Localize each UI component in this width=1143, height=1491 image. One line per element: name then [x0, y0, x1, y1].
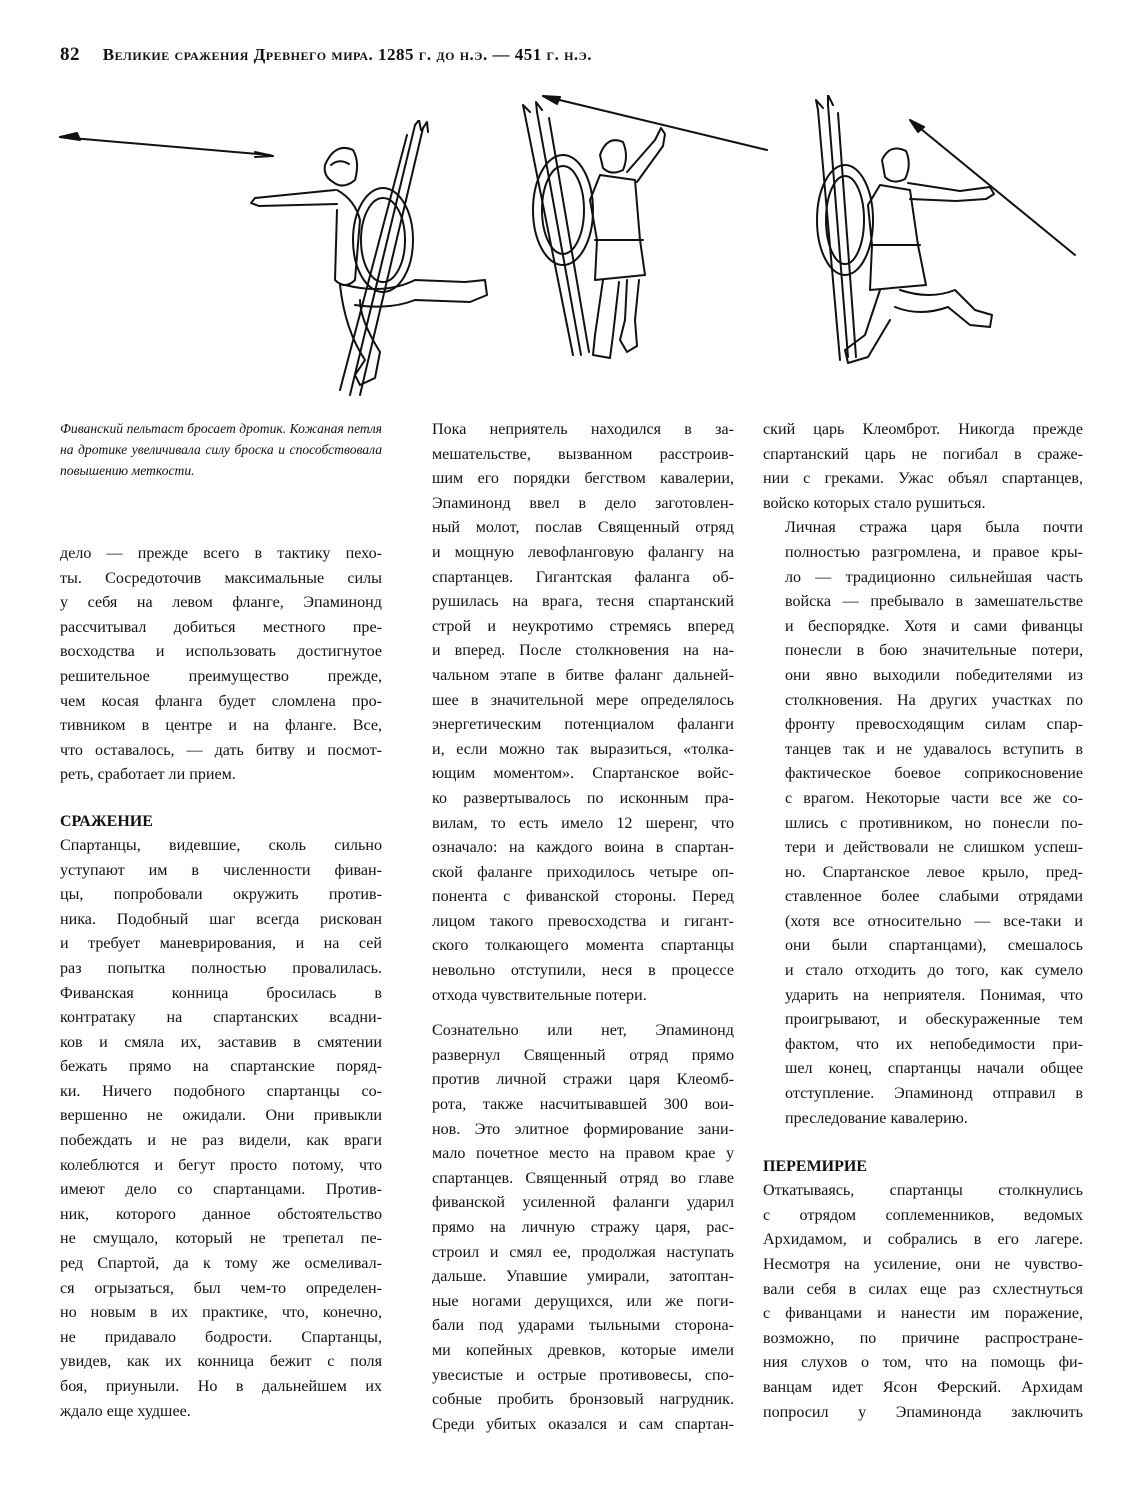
text-line: спартанцев. Священный отряд во главе [432, 1169, 734, 1187]
text-line: означало: на каждого воина в спартан- [432, 839, 734, 857]
text-line: невольно отступили, неся в процессе [432, 962, 734, 980]
text-line: Архидамом, и собрались в его лагере. [763, 1231, 1083, 1249]
text-line: ко развертывалось по исконным пра- [432, 789, 734, 807]
text-line: (хотя все относительно — все-таки и [785, 912, 1083, 930]
text-line: ющим моментом». Спартанское войс- [432, 765, 734, 783]
figure-peltast-running-javelin [800, 95, 1090, 395]
text-line: рота, также насчитывавшей 300 вои- [432, 1096, 734, 1114]
text-line: и требует маневрирования, и на сей [60, 935, 382, 953]
text-line: Эпаминонд ввел в дело заготовлен- [432, 494, 734, 512]
text-line: ждало еще худшее. [60, 1402, 191, 1420]
text-line: энергетическим потенциалом фаланги [432, 716, 734, 734]
text-line: фактом, что их непобедимости при- [785, 1035, 1083, 1053]
text-line: уступают им в численности фиван- [60, 861, 382, 879]
text-line: полностью разгромлена, и правое кры- [785, 543, 1083, 561]
column-3-paragraph-3 [763, 1179, 1083, 1425]
text-line: тери и действовали не слишком успеш- [785, 839, 1083, 857]
text-line: войска — пребывало в замешательстве [785, 593, 1083, 611]
text-line: нов. Это элитное формирование зани- [432, 1120, 734, 1138]
figure-peltast-throwing-low [55, 120, 505, 400]
text-line: ской фаланге приходилось четыре оп- [432, 863, 734, 881]
text-line: боя, приуныли. Но в дальнейшем их [60, 1378, 382, 1395]
text-line: колеблются и бегут просто потому, что [60, 1156, 382, 1174]
text-line: увидев, как их конница бежит с поля [60, 1353, 382, 1371]
text-line: спартанцев. Гигантская фаланга об- [432, 568, 734, 586]
text-line: Откатываясь, спартанцы столкнулись [763, 1182, 1083, 1200]
text-line: они явно выходили победителями из [785, 666, 1083, 684]
text-line: бежать прямо на спартанские поряд- [60, 1058, 382, 1076]
text-line: Спартанцы, видевшие, сколь сильно [60, 836, 382, 854]
text-line: ния слухов о том, что на помощь фи- [763, 1354, 1083, 1372]
text-line: и вперед. После столкновения на на- [432, 642, 734, 660]
text-line: строй и неукротимо стремясь вперед [432, 617, 734, 635]
text-line: собные пробить бронзовый нагрудник. [432, 1391, 734, 1409]
text-line: нии с греками. Ужас объял спартанцев, [763, 470, 1083, 488]
text-line: чем косая фланга будет сломлена про- [60, 692, 382, 710]
text-line: с фиванцами и нанести им поражение, [763, 1305, 1083, 1323]
text-line: понента с фиванской стороны. Перед [432, 888, 734, 906]
text-line: ударить на неприятеля. Понимая, что [785, 986, 1083, 1004]
text-line: побеждать и не раз видели, как враги [60, 1132, 382, 1150]
text-line: цы, попробовали окружить против- [60, 886, 382, 904]
text-line: ванцам идет Ясон Ферский. Архидам [763, 1378, 1083, 1396]
column-2-paragraph-1 [410, 418, 734, 1008]
text-line: фактическое боевое соприкосновение [785, 765, 1083, 783]
column-1 [60, 542, 382, 1424]
text-line: отхода чувствительные потери. [432, 986, 647, 1004]
text-line: они были спартанцами), смешалось [785, 937, 1083, 955]
text-line: дело — прежде всего в тактику пехо- [60, 545, 382, 562]
text-line: ник, которого данное обстоятельство [60, 1205, 382, 1223]
text-line: фронту превосходящим силам спар- [785, 716, 1083, 734]
text-line: с отрядом соплеменников, ведомых [763, 1206, 1083, 1224]
text-line: тивником в центре и на фланге. Все, [60, 717, 382, 735]
text-line: ков и смяла их, заставив в смятении [60, 1033, 382, 1051]
section-heading-truce: ПЕРЕМИРИЕ [763, 1158, 867, 1176]
text-line: прямо на личную стражу царя, рас- [432, 1219, 734, 1236]
column-3 [763, 418, 1083, 1425]
text-line: понесли в бою значительные потери, [785, 642, 1083, 660]
text-line: вилам, то есть имело 12 шеренг, что [432, 814, 734, 832]
text-line: Несмотря на усиление, они не чувство- [763, 1256, 1083, 1273]
text-line: Личная стража царя была почти [785, 519, 1083, 537]
text-line: у себя на левом фланге, Эпаминонд [60, 594, 382, 612]
book-title: Великие сражения Древнего мира. 1285 г. до н.э. — 451 г. н.э. [102, 45, 593, 64]
text-line: шел конец, спартанцы начали общее [785, 1060, 1083, 1078]
text-line: рушилась на врага, тесня спартанский [432, 593, 734, 611]
column-3-paragraph-2 [763, 516, 1083, 1131]
running-header [60, 44, 592, 66]
text-line: Сознательно или нет, Эпаминонд [432, 1022, 734, 1040]
text-line: дальше. Упавшие умирали, затоптан- [432, 1268, 734, 1286]
text-line: с врагом. Некоторые части все же со- [785, 789, 1083, 807]
text-line: чальном этапе в битве фаланг дальней- [432, 666, 734, 684]
text-line: шим его порядки бегством кавалерии, [432, 470, 734, 488]
text-line: шлись с противником, но понесли по- [785, 814, 1083, 832]
text-line: Пока неприятель находился в за- [432, 421, 734, 438]
text-line: увесистые и острые противовесы, спо- [432, 1366, 734, 1384]
text-line: Фиванская конница бросилась в [60, 984, 382, 1002]
text-line: ского толкающего момента спартанцы [432, 937, 734, 955]
text-line: ника. Подобный шаг всегда рискован [60, 910, 382, 928]
text-line: реть, сработает ли прием. [60, 766, 236, 784]
text-line: бали под ударами тыльными сторона- [432, 1317, 734, 1335]
text-line: вали себя в силах еще раз схлестнуться [763, 1280, 1083, 1298]
text-line: проигрывают, и обескураженные тем [785, 1011, 1083, 1029]
text-line: ми копейных древков, которые имели [432, 1341, 734, 1359]
text-line: ки. Ничего подобного спартанцы со- [60, 1082, 382, 1100]
text-line: имеют дело со спартанцами. Против- [60, 1181, 382, 1199]
text-line: строил и смял ее, продолжая наступать [432, 1243, 734, 1261]
text-line: контратаку на спартанских всадни- [60, 1009, 382, 1027]
text-line: фиванской усиленной фаланги ударил [432, 1194, 734, 1212]
text-line: ся огрызаться, был чем-то определен- [60, 1279, 382, 1297]
text-line: отступление. Эпаминонд отправил в [785, 1085, 1083, 1103]
text-line: и мощную левофланговую фалангу на [432, 543, 734, 561]
figure-caption: Фиванский пельтаст бросает дротик. Кожаная петля на дротике увеличивала силу броска и способствовала повышению меткости. [60, 421, 382, 478]
text-line: ты. Сосредоточив максимальные силы [60, 569, 382, 587]
text-line: лицом такого превосходства и гигант- [432, 912, 734, 930]
text-line: спартанский царь не погибал в сраже- [763, 445, 1083, 463]
column-1-paragraph-2 [60, 834, 382, 1424]
text-line: попросил у Эпаминонда заключить [763, 1403, 1083, 1421]
text-line: раз попытка полностью провалилась. [60, 959, 382, 977]
text-line: против личной стражи царя Клеомб- [432, 1071, 734, 1089]
column-2 [410, 418, 734, 1437]
text-line: и беспорядке. Хотя и сами фиванцы [785, 617, 1083, 635]
column-1-paragraph-1 [60, 542, 382, 788]
column-3-paragraph-1 [763, 418, 1083, 516]
text-line: ред Спартой, да к тому же осмеливал- [60, 1255, 382, 1273]
section-heading-battle: СРАЖЕНИЕ [60, 812, 153, 830]
text-line: ставленное более слабыми отрядами [785, 888, 1083, 906]
text-line: столкновения. На других участках по [785, 691, 1083, 709]
page-number: 82 [60, 44, 80, 65]
text-line: возможно, по причине распростране- [763, 1329, 1083, 1347]
text-line: шее в значительной мере определялось [432, 691, 734, 709]
text-line: не придавало бодрости. Спартанцы, [60, 1328, 382, 1346]
text-line: мало почетное место на правом крае у [432, 1145, 734, 1163]
text-line: ные ногами дерущихся, или же поги- [432, 1292, 734, 1310]
text-line: войско которых стало рушиться. [763, 494, 986, 512]
figure-peltast-raising-javelin [515, 90, 780, 390]
text-line: ло — традиционно сильнейшая часть [785, 568, 1083, 586]
text-line: не смущало, который не трепетал пе- [60, 1230, 382, 1248]
column-2-paragraph-2 [410, 1019, 734, 1437]
text-line: мешательстве, вызванном расстроив- [432, 445, 734, 463]
text-line: и стало отходить до того, как сумело [785, 962, 1083, 980]
text-line: ный молот, послав Священный отряд [432, 519, 734, 537]
text-line: Среди убитых оказался и сам спартан- [432, 1415, 734, 1433]
text-line: преследование кавалерию. [785, 1109, 968, 1127]
text-line: танцев так и не удавалось вступить в [785, 740, 1083, 758]
text-line: рассчитывал добиться местного пре- [60, 618, 382, 636]
text-line: но. Спартанское левое крыло, пред- [785, 863, 1083, 881]
text-line: восходства и использовать достигнутое [60, 643, 382, 661]
text-line: вершенно не ожидали. Они привыкли [60, 1107, 382, 1125]
text-line: но новым в их практике, что, конечно, [60, 1304, 382, 1322]
text-line: и, если можно так выразиться, «толка- [432, 740, 734, 758]
text-line: развернул Священный отряд прямо [432, 1046, 734, 1064]
text-line: что оставалось, — дать битву и посмот- [60, 741, 382, 759]
text-line: решительное преимущество прежде, [60, 667, 382, 685]
text-line: ский царь Клеомброт. Никогда прежде [763, 421, 1083, 438]
